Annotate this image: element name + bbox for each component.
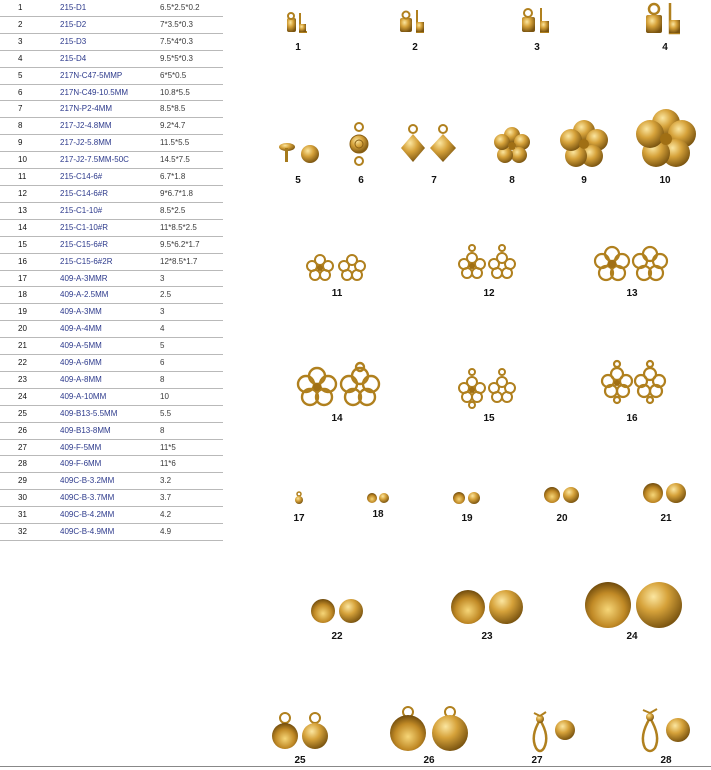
table-row (0, 118, 223, 135)
table-row (0, 219, 223, 236)
product-code: 409-F-5MM (60, 439, 160, 456)
label-6: 6 (358, 175, 364, 186)
row-number: 2 (0, 16, 60, 33)
product-code: 409C-B-4.2MM (60, 507, 160, 524)
label-24: 24 (626, 631, 638, 642)
label-9: 9 (581, 175, 587, 186)
product-size: 3 (160, 304, 223, 321)
product-size: 9.5*6.2*1.7 (160, 236, 223, 253)
bottom-rule (0, 766, 711, 767)
product-code: 215-D2 (60, 16, 160, 33)
row-number: 4 (0, 50, 60, 67)
product-code: 409C-B-4.9MM (60, 524, 160, 541)
product-code: 215-D3 (60, 33, 160, 50)
product-code: 215-C1-10#R (60, 219, 160, 236)
label-20: 20 (556, 513, 568, 524)
row-number: 22 (0, 355, 60, 372)
label-28: 28 (660, 755, 672, 766)
row-number: 1 (0, 0, 60, 16)
label-5: 5 (295, 175, 301, 186)
product-size: 7*3.5*0.3 (160, 16, 223, 33)
label-19: 19 (461, 513, 473, 524)
table-row (0, 169, 223, 186)
table-row (0, 84, 223, 101)
product-size: 3.2 (160, 473, 223, 490)
row-number: 21 (0, 338, 60, 355)
table-row (0, 152, 223, 169)
label-1: 1 (295, 42, 301, 53)
table-row (0, 101, 223, 118)
product-code: 215-C14-6#R (60, 185, 160, 202)
product-size: 3.7 (160, 490, 223, 507)
product-size: 8 (160, 422, 223, 439)
row-number: 26 (0, 422, 60, 439)
product-size: 4 (160, 321, 223, 338)
product-code: 215-C14-6# (60, 169, 160, 186)
label-3: 3 (534, 42, 540, 53)
table-row (0, 321, 223, 338)
table-row (0, 338, 223, 355)
product-code: 217N-P2-4MM (60, 101, 160, 118)
label-21: 21 (660, 513, 672, 524)
product-code: 217-J2-5.8MM (60, 135, 160, 152)
product-code: 409-A-5MM (60, 338, 160, 355)
table-row (0, 270, 223, 287)
table-row (0, 405, 223, 422)
product-size: 11*6 (160, 456, 223, 473)
table-row (0, 422, 223, 439)
label-27: 27 (531, 755, 543, 766)
product-code: 409-A-3MM (60, 304, 160, 321)
label-14: 14 (331, 413, 343, 424)
label-17: 17 (293, 513, 305, 524)
row-number: 14 (0, 219, 60, 236)
label-25: 25 (294, 755, 306, 766)
table-row (0, 524, 223, 541)
row-number: 27 (0, 439, 60, 456)
product-code: 409-A-3MMR (60, 270, 160, 287)
product-size: 5 (160, 338, 223, 355)
row-number: 13 (0, 202, 60, 219)
product-code: 409-A-2.5MM (60, 287, 160, 304)
row-number: 10 (0, 152, 60, 169)
table-row (0, 253, 223, 270)
table-row (0, 16, 223, 33)
product-size: 9.5*5*0.3 (160, 50, 223, 67)
label-15: 15 (483, 413, 495, 424)
product-code: 217N-C49-10.5MM (60, 84, 160, 101)
product-size: 11.5*5.5 (160, 135, 223, 152)
row-number: 3 (0, 33, 60, 50)
table-row (0, 0, 223, 16)
table-row (0, 456, 223, 473)
row-number: 28 (0, 456, 60, 473)
row-number: 17 (0, 270, 60, 287)
label-26: 26 (423, 755, 435, 766)
product-code: 409-F-6MM (60, 456, 160, 473)
product-size: 3 (160, 270, 223, 287)
table-row (0, 473, 223, 490)
row-number: 19 (0, 304, 60, 321)
product-code: 409C-B-3.2MM (60, 473, 160, 490)
table-row (0, 371, 223, 388)
product-size: 6*5*0.5 (160, 67, 223, 84)
row-number: 31 (0, 507, 60, 524)
product-size: 8 (160, 371, 223, 388)
row-number: 29 (0, 473, 60, 490)
product-code: 215-C1-10# (60, 202, 160, 219)
product-code: 409-A-10MM (60, 388, 160, 405)
product-size: 6.5*2.5*0.2 (160, 0, 223, 16)
product-code: 215-C15-6#2R (60, 253, 160, 270)
product-code: 409-A-4MM (60, 321, 160, 338)
product-code: 409-A-8MM (60, 371, 160, 388)
label-7: 7 (431, 175, 437, 186)
label-11: 11 (331, 288, 343, 299)
label-23: 23 (481, 631, 493, 642)
row-number: 9 (0, 135, 60, 152)
table-row (0, 50, 223, 67)
label-4: 4 (662, 42, 668, 53)
product-size: 6.7*1.8 (160, 169, 223, 186)
product-code: 409-B13-5.5MM (60, 405, 160, 422)
product-size: 9.2*4.7 (160, 118, 223, 135)
product-size: 8.5*8.5 (160, 101, 223, 118)
product-code: 217-J2-7.5MM-50C (60, 152, 160, 169)
row-number: 18 (0, 287, 60, 304)
row-number: 8 (0, 118, 60, 135)
row-number: 5 (0, 67, 60, 84)
product-size: 8.5*2.5 (160, 202, 223, 219)
product-size: 11*5 (160, 439, 223, 456)
product-code: 409C-B-3.7MM (60, 490, 160, 507)
table-row (0, 202, 223, 219)
table-row (0, 287, 223, 304)
table-row (0, 388, 223, 405)
product-size: 9*6.7*1.8 (160, 185, 223, 202)
product-code: 215-D4 (60, 50, 160, 67)
product-code: 217-J2-4.8MM (60, 118, 160, 135)
label-22: 22 (331, 631, 343, 642)
product-size: 11*8.5*2.5 (160, 219, 223, 236)
product-size: 6 (160, 355, 223, 372)
product-photo-panel (240, 0, 711, 770)
row-number: 7 (0, 101, 60, 118)
row-number: 16 (0, 253, 60, 270)
product-size: 7.5*4*0.3 (160, 33, 223, 50)
table-row (0, 355, 223, 372)
product-size: 5.5 (160, 405, 223, 422)
label-8: 8 (509, 175, 515, 186)
product-size: 10.8*5.5 (160, 84, 223, 101)
label-18: 18 (372, 509, 384, 520)
product-spec-table (0, 0, 223, 541)
product-code: 215-D1 (60, 0, 160, 16)
table-row (0, 507, 223, 524)
label-16: 16 (626, 413, 638, 424)
row-number: 12 (0, 185, 60, 202)
table-row (0, 304, 223, 321)
table-row (0, 33, 223, 50)
product-size: 12*8.5*1.7 (160, 253, 223, 270)
table-row (0, 236, 223, 253)
label-2: 2 (412, 42, 418, 53)
row-number: 20 (0, 321, 60, 338)
product-size: 14.5*7.5 (160, 152, 223, 169)
label-13: 13 (626, 288, 638, 299)
table-row (0, 185, 223, 202)
product-code: 217N-C47-5MMP (60, 67, 160, 84)
table-row (0, 135, 223, 152)
label-10: 10 (659, 175, 671, 186)
row-number: 6 (0, 84, 60, 101)
product-size: 4.9 (160, 524, 223, 541)
label-12: 12 (483, 288, 495, 299)
product-code: 215-C15-6#R (60, 236, 160, 253)
row-number: 32 (0, 524, 60, 541)
product-code: 409-A-6MM (60, 355, 160, 372)
row-number: 25 (0, 405, 60, 422)
product-code: 409-B13-8MM (60, 422, 160, 439)
row-number: 11 (0, 169, 60, 186)
row-number: 23 (0, 371, 60, 388)
table-row (0, 439, 223, 456)
row-number: 15 (0, 236, 60, 253)
row-number: 24 (0, 388, 60, 405)
row-number: 30 (0, 490, 60, 507)
table-row (0, 67, 223, 84)
product-size: 4.2 (160, 507, 223, 524)
table-row (0, 490, 223, 507)
product-size: 10 (160, 388, 223, 405)
product-size: 2.5 (160, 287, 223, 304)
